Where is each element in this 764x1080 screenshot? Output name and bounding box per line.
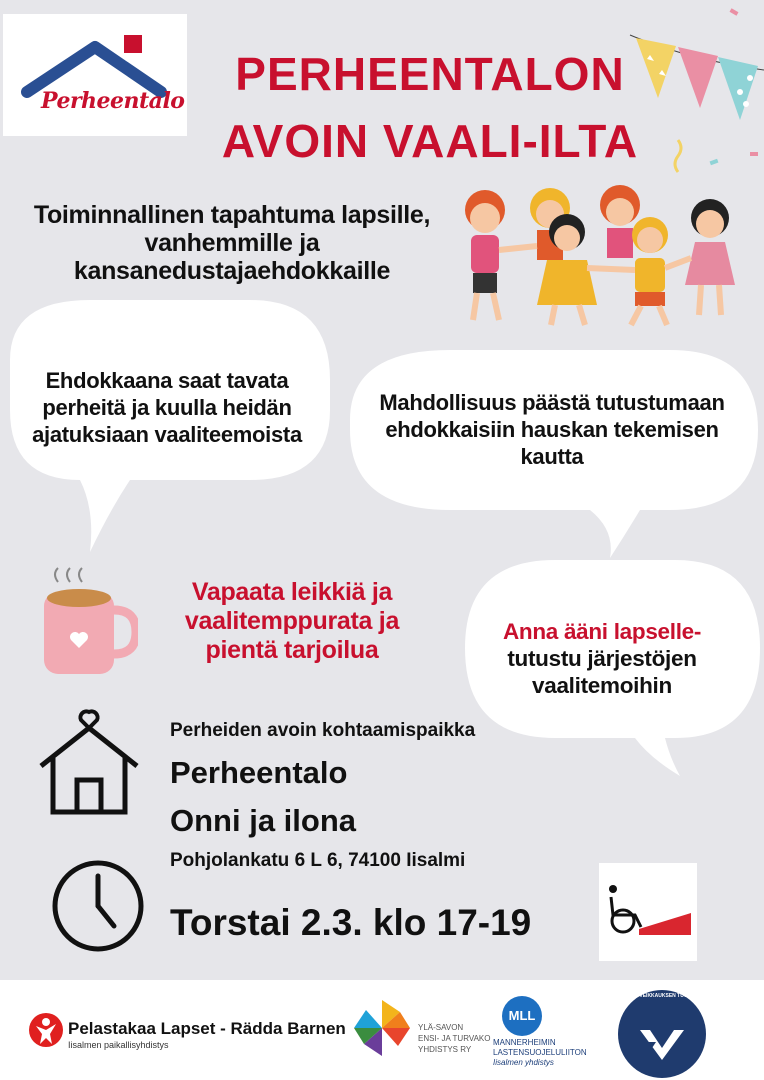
footer-logos (0, 980, 764, 1080)
bubble-right-line-1: Mahdollisuus päästä tutustumaan (379, 390, 725, 415)
save-the-children-sub: Iisalmen paikallisyhdistys (68, 1040, 169, 1050)
mll-logo: MLL (502, 996, 542, 1036)
bubble-left-text (6, 367, 328, 448)
activities-line-1: Vapaata leikkiä ja (191, 578, 393, 606)
ylasavo-line-2: ENSI- JA TURVAKO (418, 1034, 491, 1043)
bubble-bottom-line-2: tutustu järjestöjen (507, 646, 697, 671)
pinwheel-icon (352, 998, 412, 1058)
location-address: Pohjolankatu 6 L 6, 74100 Iisalmi (170, 850, 466, 871)
house-roof-icon (3, 14, 187, 136)
bubble-right-text (352, 389, 752, 470)
save-the-children-name: Pelastakaa Lapset - Rädda Barnen (68, 1019, 346, 1038)
logo-text: Perheentalo (41, 88, 185, 114)
intro-line-3: kansanedustajaehdokkaille (73, 257, 391, 285)
bunting-decoration (600, 0, 764, 190)
home-heart-icon (35, 708, 145, 818)
ylasavo-line-3: YHDISTYS RY (418, 1045, 472, 1054)
ylasavo-line-1: YLÄ-SAVON (418, 1023, 464, 1032)
mll-line-1: MANNERHEIMIN (493, 1038, 556, 1047)
veikkaus-logo (618, 990, 706, 1078)
activities-line-2: vaalitemppurata ja (184, 607, 400, 635)
children-illustration (455, 180, 745, 330)
wheelchair-ramp-icon (599, 863, 697, 961)
accessibility-badge (599, 863, 697, 961)
clock-icon (50, 858, 146, 954)
mll-line-3: Iisalmen yhdistys (493, 1058, 554, 1067)
bubble-left-line-3: ajatuksiaan vaaliteemoista (32, 422, 302, 447)
veikkaus-text: TUETTU VEIKKAUKSEN TUOTOILLA (618, 993, 706, 999)
veikkaus-v-icon (618, 990, 706, 1078)
activities-text (158, 578, 426, 665)
event-time: Torstai 2.3. klo 17-19 (170, 902, 532, 943)
mll-line-2: LASTENSUOJELULIITON (493, 1048, 587, 1057)
intro-line-2: vanhemmille ja (144, 229, 320, 257)
title-line-2: AVOIN VAALI-ILTA (221, 115, 639, 167)
mll-text (493, 1038, 587, 1068)
bubble-left-line-1: Ehdokkaana saat tavata (45, 368, 289, 393)
bubble-bottom-line-3: vaalitemoihin (532, 673, 672, 698)
perheentalo-logo (3, 14, 187, 136)
bubble-bottom-text (472, 618, 732, 699)
title-line-1: PERHEENTALON (235, 48, 625, 100)
location-name-2: Onni ja ilona (170, 803, 357, 838)
location-label: Perheiden avoin kohtaamispaikka (170, 720, 476, 741)
bubble-bottom-line-1: Anna ääni lapselle- (502, 619, 702, 644)
coffee-cup-icon (38, 562, 138, 682)
activities-line-3: pientä tarjoilua (205, 636, 379, 664)
bubble-right-line-3: kautta (520, 444, 584, 469)
intro-line-1: Toiminnallinen tapahtuma lapsille, (33, 201, 431, 229)
location-name-1: Perheentalo (170, 755, 348, 790)
intro-text (12, 201, 452, 285)
save-the-children-icon (28, 1012, 64, 1048)
bubble-left-line-2: perheitä ja kuulla heidän (42, 395, 292, 420)
ylasavo-text (418, 1022, 490, 1055)
bubble-right-line-2: ehdokkaisiin hauskan tekemisen (385, 417, 719, 442)
